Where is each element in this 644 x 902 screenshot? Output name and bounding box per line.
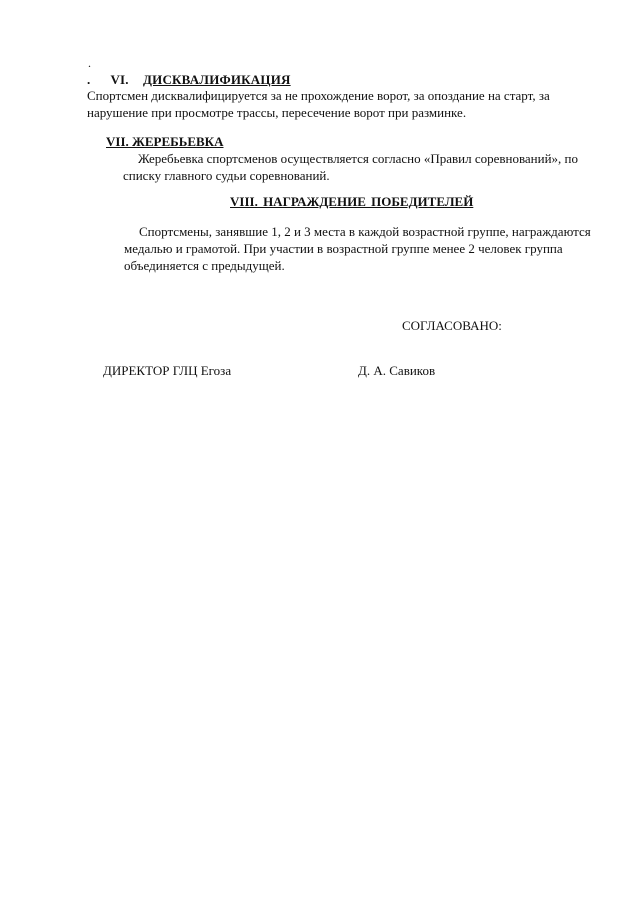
section-7-line-1: Жеребьевка спортсменов осуществляется согласно «Правил соревнований», по bbox=[138, 151, 579, 166]
section-6-paragraph bbox=[87, 87, 550, 121]
director-title: ДИРЕКТОР ГЛЦ Егоза bbox=[103, 363, 232, 378]
director-name: Д. А. Савиков bbox=[358, 363, 436, 378]
section-6-line-1: Спортсмен дисквалифицируется за не прохождение ворот, за опоздание на старт, за bbox=[87, 88, 550, 103]
section-8-paragraph bbox=[124, 223, 591, 274]
agreed-label: СОГЛАСОВАНО: bbox=[402, 318, 502, 333]
section-8-line-1: Спортсмены, занявшие 1, 2 и 3 места в каждой возрастной группе, награждаются bbox=[139, 224, 591, 239]
section-8-line-3: объединяется с предыдущей. bbox=[124, 258, 285, 273]
section-7-heading: VII. ЖЕРЕБЬЕВКА bbox=[106, 134, 224, 149]
section-6-line-2: нарушение при просмотре трассы, пересечение ворот при разминке. bbox=[87, 105, 467, 120]
section-7-paragraph bbox=[123, 150, 578, 184]
section-6-prefix: . bbox=[87, 72, 91, 87]
section-6-heading bbox=[87, 72, 291, 88]
section-6-title: ДИСКВАЛИФИКАЦИЯ bbox=[143, 72, 291, 87]
section-7-line-2: списку главного судьи соревнований. bbox=[123, 168, 330, 183]
section-8-heading: VIII. НАГРАЖДЕНИЕ ПОБЕДИТЕЛЕЙ bbox=[230, 194, 474, 209]
stray-dot: . bbox=[88, 56, 91, 70]
section-8-line-2: медалью и грамотой. При участии в возрастной группе менее 2 человек группа bbox=[124, 241, 563, 256]
section-6-number: VI. bbox=[110, 72, 129, 87]
